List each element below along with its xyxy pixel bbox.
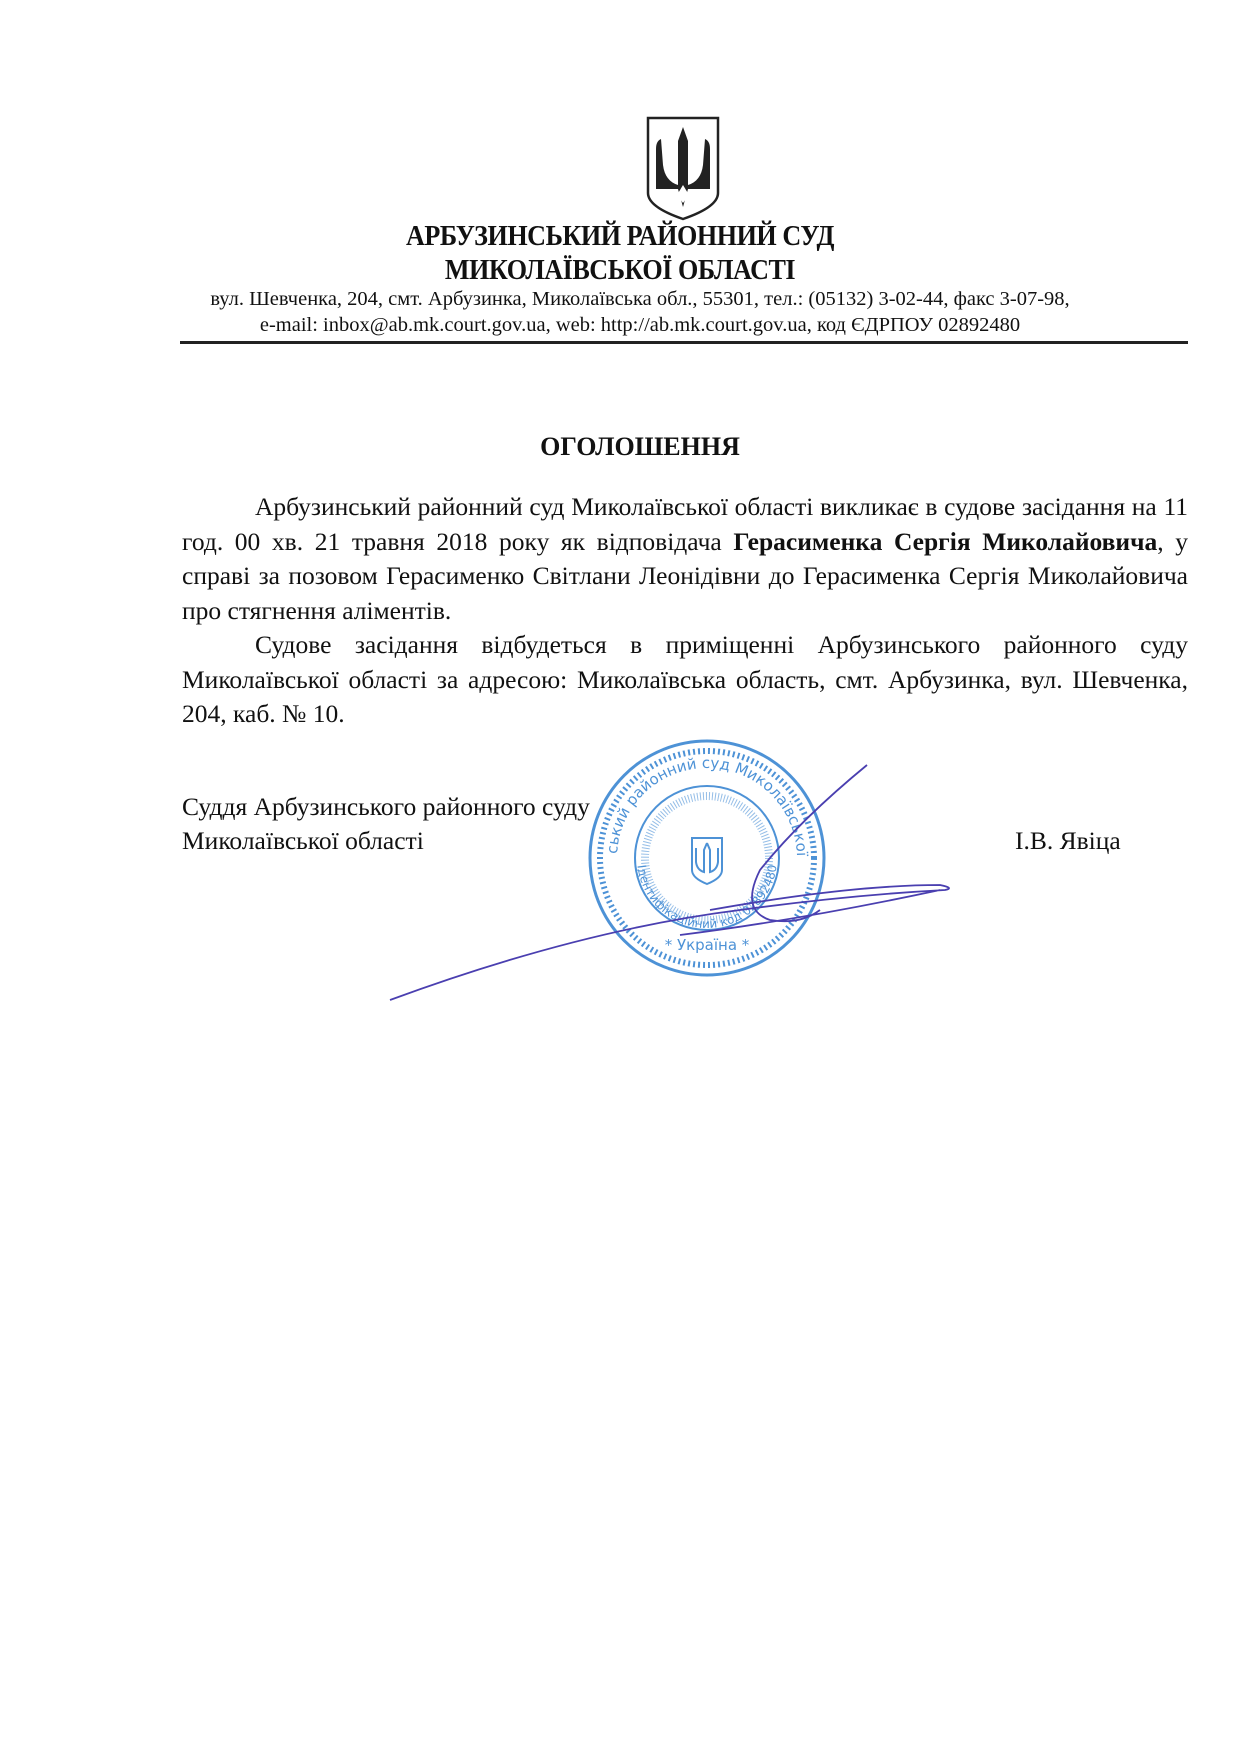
court-name-line2: МИКОЛАЇВСЬКОЇ ОБЛАСТІ — [444, 254, 796, 286]
address-line1: вул. Шевченка, 204, смт. Арбузинка, Миколаївська обл., 55301, тел.: (05132) 3-02-44, факс 3-07-98, — [210, 288, 1070, 310]
court-name-line1: АРБУЗИНСЬКИЙ РАЙОННИЙ СУД — [405, 220, 834, 252]
document-heading: ОГОЛОШЕННЯ — [540, 432, 740, 461]
paragraph-1 — [182, 490, 1188, 628]
address-line2: e-mail: inbox@ab.mk.court.gov.ua, web: http://ab.mk.court.gov.ua, код ЄДРПОУ 02892480 — [259, 314, 1021, 336]
judge-name: І.В. Явіца — [1015, 826, 1121, 855]
header-divider — [180, 341, 1188, 344]
paragraph-1-text-end: , у справі за позовом Герасименко Світлани Леонідівни до Герасименка Сергія Миколайовича про стягнення аліментів. — [182, 526, 1188, 625]
document-body — [182, 490, 1188, 732]
judge-signature — [380, 760, 960, 1015]
svg-text:* Україна *: * Україна * — [664, 936, 750, 954]
coat-of-arms-icon — [645, 115, 721, 226]
svg-text:Арбузинський районний суд Мико: ський районний суд Миколаївської — [603, 753, 811, 857]
defendant-name: Герасименка Сергія Миколайовича — [733, 526, 1158, 556]
paragraph-2: Судове засідання відбудеться в приміщенні Арбузинського районного суду Миколаївської області за адресою: Миколаївська область, смт. Арбузинка, вул. Шевченка, 204, каб. № 10. — [182, 630, 1188, 728]
judge-position-line1: Суддя Арбузинського районного суду — [182, 792, 590, 821]
judge-position-line2: Миколаївської області — [182, 826, 424, 855]
svg-text:Ідентифікаційний код 02892480: Ідентифікаційний код 02892480 — [634, 863, 780, 932]
paragraph-1-text: Арбузинський районний суд Миколаївської області викликає в судове засідання на 11 год. 00 хв. 21 травня 2018 року як відповідача — [182, 492, 1188, 556]
